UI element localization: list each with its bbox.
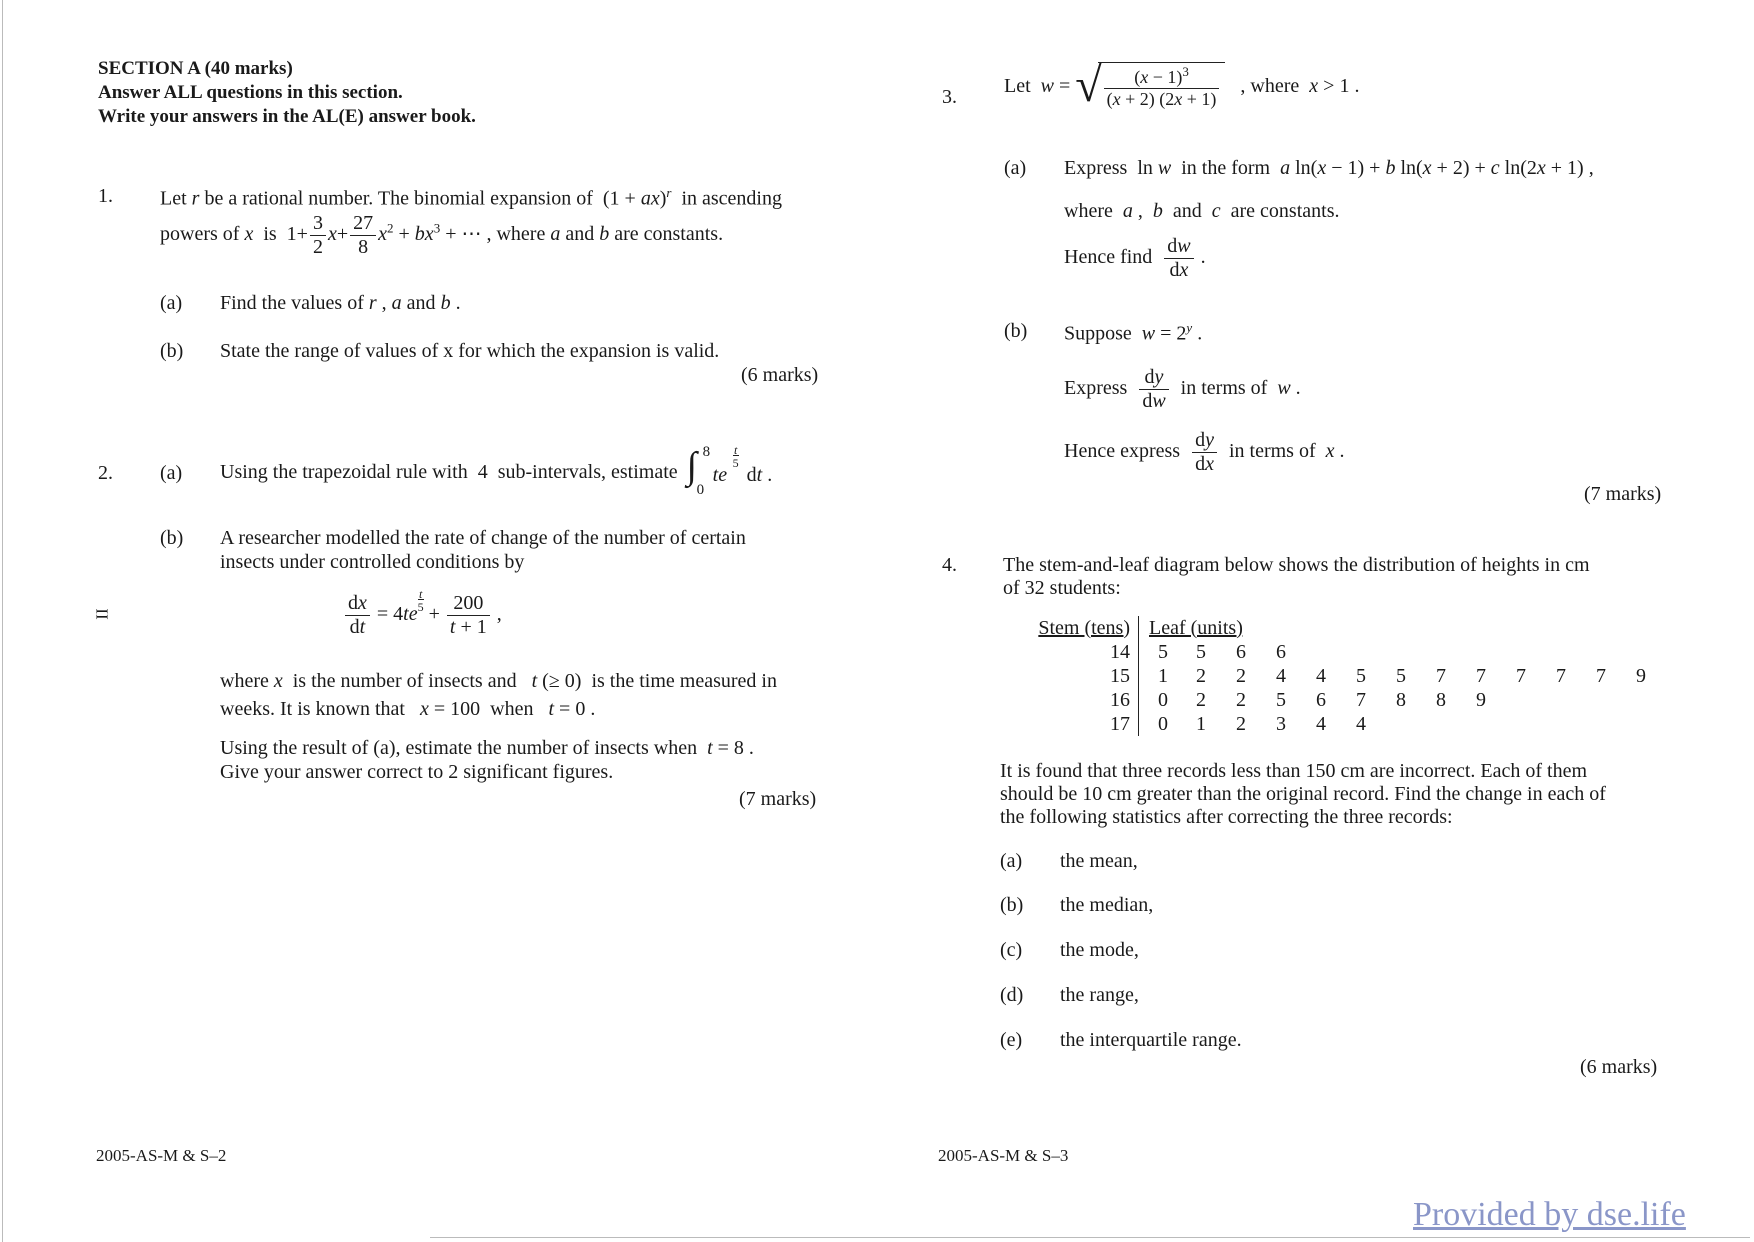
q4-item-c-text: the mode, — [1060, 939, 1139, 961]
leaf: 5 — [1196, 640, 1206, 663]
q2-part-b-label: (b) — [160, 527, 184, 549]
q2-part-a-label: (a) — [160, 462, 183, 484]
q2-part-a-text: Using the trapezoidal rule with 4 sub-intervals, estimate ∫ 8 0 te t 5 dt . — [220, 443, 773, 498]
leaf: 7 — [1556, 664, 1566, 687]
q4-item-a-text: the mean, — [1060, 850, 1138, 872]
stem-value: 17 — [1020, 712, 1139, 736]
leaf: 4 — [1316, 712, 1326, 735]
q4-intro-line1: The stem-and-leaf diagram below shows the distribution of heights in cm — [1003, 554, 1590, 576]
leaf: 0 — [1158, 712, 1168, 735]
q2-part-b-line1: A researcher modelled the rate of change of the number of certain — [220, 527, 746, 549]
instruction-2: Write your answers in the AL(E) answer book. — [98, 106, 476, 127]
leaf: 6 — [1316, 688, 1326, 711]
scan-edge-left — [2, 0, 3, 1242]
scan-edge-bottom — [430, 1237, 1750, 1238]
leaf: 7 — [1476, 664, 1486, 687]
q4-item-e-label: (e) — [1000, 1029, 1023, 1051]
leaf: 9 — [1636, 664, 1646, 687]
stem-row-15 — [1020, 664, 1661, 688]
stem-value: 15 — [1020, 664, 1139, 688]
q2-result-line2: Give your answer correct to 2 significant figures. — [220, 761, 614, 783]
leaf: 8 — [1436, 688, 1446, 711]
leaf: 0 — [1158, 688, 1168, 711]
q1-marks: (6 marks) — [741, 364, 819, 386]
q1-part-b-label: (b) — [160, 340, 184, 362]
leaf: 4 — [1356, 712, 1366, 735]
leaf: 8 — [1396, 688, 1406, 711]
leaf: 5 — [1158, 640, 1168, 663]
leaf: 7 — [1436, 664, 1446, 687]
stem-row-17 — [1020, 712, 1661, 736]
leaf: 7 — [1596, 664, 1606, 687]
footer-left: 2005-AS-M & S–2 — [96, 1146, 227, 1165]
q4-intro-line2: of 32 students: — [1003, 577, 1121, 599]
q1-line2: powers of x is 1+ $\frac{3}{2}$ x+ $\frac{27}{8}$ $x^2 + bx^3$ + ⋯ , where a and b are constants. — [160, 212, 724, 258]
margin-mark: II — [92, 608, 112, 620]
q3-part-a-line1: Express ln w in the form a ln(x − 1) + b ln(x + 2) + c ln(2x + 1) , — [1064, 157, 1594, 179]
instruction-1: Answer ALL questions in this section. — [98, 82, 403, 103]
leaf: 5 — [1396, 664, 1406, 687]
leaf: 2 — [1196, 688, 1206, 711]
leaf: 6 — [1236, 640, 1246, 663]
q3-part-a-label: (a) — [1004, 157, 1027, 179]
q3-part-b-label: (b) — [1004, 320, 1028, 342]
q4-para-line1: It is found that three records less than 150 cm are incorrect. Each of them — [1000, 760, 1588, 782]
stem-leaf-table — [1020, 616, 1661, 736]
q4-item-d-text: the range, — [1060, 984, 1139, 1006]
q1-number: 1. — [98, 185, 113, 207]
q1-part-b-text: State the range of values of x for which the expansion is valid. — [220, 340, 720, 362]
q3-number: 3. — [942, 86, 957, 108]
stem-header: Stem (tens) — [1020, 616, 1139, 640]
stem-row-16 — [1020, 688, 1661, 712]
leaf: 9 — [1476, 688, 1486, 711]
leaf: 1 — [1158, 664, 1168, 687]
stem-value: 16 — [1020, 688, 1139, 712]
q4-number: 4. — [942, 554, 957, 576]
q4-item-c-label: (c) — [1000, 939, 1023, 961]
q3-part-b-line2: Express $\frac{dy}{dw}$ in terms of w . — [1064, 366, 1301, 412]
leaf: 6 — [1276, 640, 1286, 663]
q2-number: 2. — [98, 462, 113, 484]
leaf: 7 — [1356, 688, 1366, 711]
leaf: 5 — [1356, 664, 1366, 687]
q2-result-text: Using the result of (a), estimate the number of insects when — [220, 737, 698, 759]
q3-marks: (7 marks) — [1584, 483, 1662, 505]
leaf: 3 — [1276, 712, 1286, 735]
q3-part-b-line3: Hence express $\frac{dy}{dx}$ in terms of x . — [1064, 429, 1345, 475]
q1-part-a-label: (a) — [160, 292, 183, 314]
q4-para-line2: should be 10 cm greater than the original record. Find the change in each of — [1000, 783, 1606, 805]
q4-item-a-label: (a) — [1000, 850, 1023, 872]
q2-part-b-line2: insects under controlled conditions by — [220, 551, 525, 573]
leaf: 2 — [1196, 664, 1206, 687]
q2-where-line2: weeks. It is known that x = 100 when t = 0 . — [220, 698, 596, 720]
q2-marks: (7 marks) — [739, 788, 817, 810]
q2-where-line1: where x is the number of insects and t (≥ 0) is the time measured in — [220, 670, 777, 692]
q4-marks: (6 marks) — [1580, 1056, 1658, 1078]
q4-item-d-label: (d) — [1000, 984, 1024, 1006]
stem-value: 14 — [1020, 640, 1139, 664]
q4-item-b-label: (b) — [1000, 894, 1024, 916]
stem-row-14 — [1020, 640, 1661, 664]
leaf: 5 — [1276, 688, 1286, 711]
q2-differential-equation: $\frac{dx}{dt}$ = $4te\frac{t}{5}$ + $\frac{200}{t + 1}$ , — [343, 592, 502, 639]
section-title: SECTION A (40 marks) — [98, 58, 293, 79]
watermark: Provided by dse.life — [1413, 1196, 1686, 1233]
q3-part-b-line1: Suppose $w = 2^y$ . — [1064, 320, 1203, 345]
stem-leaf-diagram — [1020, 616, 1661, 736]
q1-line1: Let r be a rational number. The binomial expansion of (1 + ax)$^r$ in ascending — [160, 185, 782, 210]
q3-part-a-line2: where a , b and c are constants. — [1064, 200, 1340, 222]
q4-item-e-text: the interquartile range. — [1060, 1029, 1242, 1051]
leaf: 4 — [1276, 664, 1286, 687]
leaf: 7 — [1516, 664, 1526, 687]
q1-part-a-text: Find the values of r , a and b . — [220, 292, 461, 314]
leaf: 1 — [1196, 712, 1206, 735]
q3-part-a-line3: Hence find $\frac{dw}{dx}$ . — [1064, 235, 1206, 281]
q4-item-b-text: the median, — [1060, 894, 1154, 916]
leaf: 2 — [1236, 712, 1246, 735]
leaf: 4 — [1316, 664, 1326, 687]
q3-definition: Let w = √ $\frac{(x - 1)^3}{(x + 2) (2x + 1)}$ , where x > 1 . — [1004, 59, 1360, 112]
leaf-header: Leaf (units) — [1149, 616, 1243, 639]
leaf: 2 — [1236, 688, 1246, 711]
leaf: 2 — [1236, 664, 1246, 687]
q4-para-line3: the following statistics after correcting the three records: — [1000, 806, 1453, 828]
q2-result-line1: Using the result of (a), estimate the number of insects when t = 8 . — [220, 737, 754, 759]
footer-right: 2005-AS-M & S–3 — [938, 1146, 1069, 1165]
